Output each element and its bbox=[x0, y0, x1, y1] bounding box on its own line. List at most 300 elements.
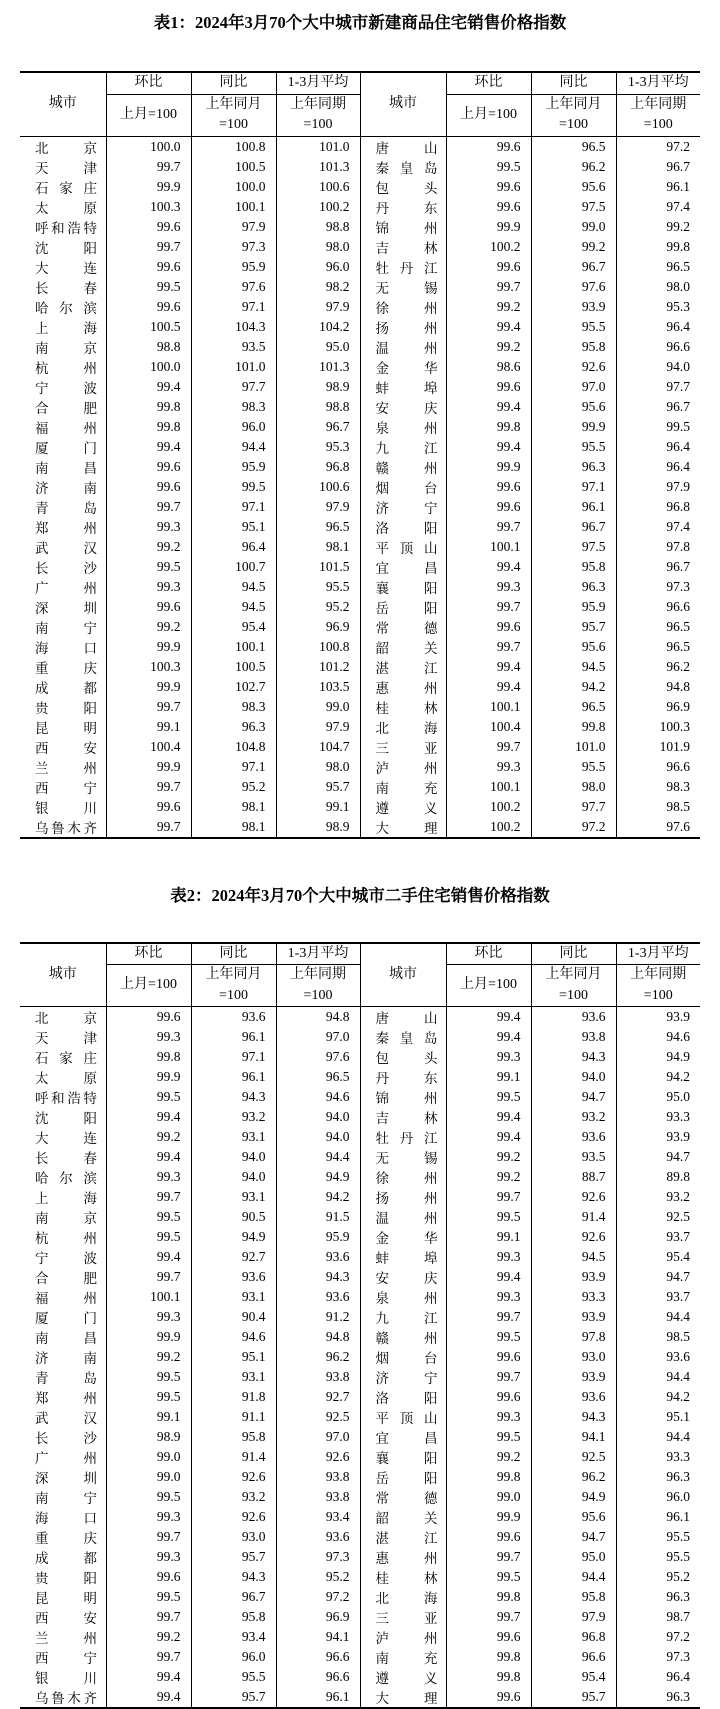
avg-value: 97.8 bbox=[616, 537, 700, 557]
table-row bbox=[20, 1247, 700, 1267]
city-name: 金 华 bbox=[376, 1227, 438, 1247]
mom-value: 100.1 bbox=[446, 537, 531, 557]
city-name: 桂 林 bbox=[376, 697, 438, 717]
yoy-value: 94.4 bbox=[531, 1567, 616, 1587]
table-row bbox=[20, 1527, 700, 1547]
avg-value: 96.9 bbox=[276, 617, 360, 637]
table-row bbox=[20, 597, 700, 617]
mom-value: 100.5 bbox=[106, 317, 191, 337]
column-header-mom: 环比 bbox=[106, 72, 191, 94]
mom-value: 99.5 bbox=[446, 1087, 531, 1107]
city-name: 扬 州 bbox=[376, 1187, 438, 1207]
avg-value: 98.8 bbox=[276, 217, 360, 237]
yoy-value: 95.0 bbox=[531, 1547, 616, 1567]
avg-value: 93.6 bbox=[616, 1347, 700, 1367]
avg-value: 96.3 bbox=[616, 1467, 700, 1487]
city-cell bbox=[360, 317, 446, 337]
city-cell bbox=[20, 257, 106, 277]
mom-value: 100.4 bbox=[446, 717, 531, 737]
mom-value: 99.3 bbox=[446, 757, 531, 777]
mom-value: 99.2 bbox=[106, 1627, 191, 1647]
mom-value: 100.1 bbox=[446, 777, 531, 797]
mom-value: 99.5 bbox=[446, 1567, 531, 1587]
avg-value: 97.9 bbox=[616, 477, 700, 497]
city-cell bbox=[360, 737, 446, 757]
mom-value: 99.7 bbox=[446, 1547, 531, 1567]
city-cell bbox=[360, 337, 446, 357]
avg-value: 95.9 bbox=[276, 1227, 360, 1247]
city-cell bbox=[360, 136, 446, 157]
mom-value: 99.6 bbox=[446, 1387, 531, 1407]
city-name: 宁 波 bbox=[35, 1247, 97, 1267]
mom-value: 99.6 bbox=[106, 797, 191, 817]
city-cell bbox=[360, 617, 446, 637]
city-name: 包 头 bbox=[376, 1047, 438, 1067]
city-name: 济 宁 bbox=[376, 1367, 438, 1387]
yoy-value: 93.1 bbox=[191, 1367, 276, 1387]
mom-value: 99.7 bbox=[446, 1187, 531, 1207]
avg-value: 96.6 bbox=[276, 1647, 360, 1667]
avg-value: 99.1 bbox=[276, 797, 360, 817]
mom-value: 99.4 bbox=[106, 1147, 191, 1167]
city-cell bbox=[20, 597, 106, 617]
city-cell bbox=[360, 597, 446, 617]
city-cell bbox=[20, 1407, 106, 1427]
city-name: 深 圳 bbox=[35, 1467, 97, 1487]
city-cell bbox=[360, 277, 446, 297]
mom-value: 99.8 bbox=[106, 417, 191, 437]
avg-value: 92.5 bbox=[276, 1407, 360, 1427]
table-row bbox=[20, 377, 700, 397]
mom-value: 99.6 bbox=[106, 217, 191, 237]
avg-value: 97.9 bbox=[276, 497, 360, 517]
city-name: 蚌 埠 bbox=[376, 1247, 438, 1267]
avg-value: 97.7 bbox=[616, 377, 700, 397]
table2-body bbox=[20, 1007, 700, 1709]
yoy-value: 90.4 bbox=[191, 1307, 276, 1327]
avg-value: 96.4 bbox=[616, 437, 700, 457]
city-name: 西 安 bbox=[35, 737, 97, 757]
avg-value: 94.3 bbox=[276, 1267, 360, 1287]
mom-value: 100.0 bbox=[106, 136, 191, 157]
mom-value: 100.2 bbox=[446, 817, 531, 838]
city-cell bbox=[20, 697, 106, 717]
city-name: 无 锡 bbox=[376, 1147, 438, 1167]
city-name: 秦 皇 岛 bbox=[376, 1027, 438, 1047]
mom-value: 99.2 bbox=[446, 1147, 531, 1167]
city-cell bbox=[20, 1507, 106, 1527]
city-cell bbox=[20, 1587, 106, 1607]
table-row bbox=[20, 1467, 700, 1487]
mom-value: 99.5 bbox=[106, 1387, 191, 1407]
city-cell bbox=[360, 757, 446, 777]
city-cell bbox=[360, 1507, 446, 1527]
avg-value: 96.8 bbox=[616, 497, 700, 517]
city-cell bbox=[360, 197, 446, 217]
avg-value: 96.1 bbox=[616, 1507, 700, 1527]
mom-value: 99.4 bbox=[106, 437, 191, 457]
yoy-value: 94.6 bbox=[191, 1327, 276, 1347]
city-name: 大 连 bbox=[35, 257, 97, 277]
mom-value: 99.3 bbox=[446, 1047, 531, 1067]
city-cell bbox=[20, 1287, 106, 1307]
city-name: 上 海 bbox=[35, 317, 97, 337]
yoy-value: 95.9 bbox=[531, 597, 616, 617]
city-name: 遵 义 bbox=[376, 1667, 438, 1687]
city-name: 大 理 bbox=[376, 817, 438, 837]
avg-value: 93.6 bbox=[276, 1287, 360, 1307]
city-cell bbox=[360, 1167, 446, 1187]
city-name: 唐 山 bbox=[376, 137, 438, 157]
avg-value: 97.2 bbox=[276, 1587, 360, 1607]
mom-value: 99.4 bbox=[446, 317, 531, 337]
yoy-value: 96.3 bbox=[191, 717, 276, 737]
column-header-avg: 1-3月平均 bbox=[276, 72, 360, 94]
city-name: 厦 门 bbox=[35, 437, 97, 457]
avg-value: 97.6 bbox=[276, 1047, 360, 1067]
city-cell bbox=[360, 1687, 446, 1708]
city-cell bbox=[20, 1527, 106, 1547]
avg-value: 96.5 bbox=[616, 637, 700, 657]
table-row bbox=[20, 1427, 700, 1447]
yoy-value: 100.7 bbox=[191, 557, 276, 577]
table-row bbox=[20, 737, 700, 757]
table-row bbox=[20, 1047, 700, 1067]
mom-value: 99.6 bbox=[106, 477, 191, 497]
avg-value: 98.8 bbox=[276, 397, 360, 417]
avg-value: 96.3 bbox=[616, 1587, 700, 1607]
avg-value: 94.0 bbox=[616, 357, 700, 377]
column-header-city: 城市 bbox=[360, 72, 446, 136]
city-name: 海 口 bbox=[35, 637, 97, 657]
yoy-value: 96.6 bbox=[531, 1647, 616, 1667]
table2-header bbox=[20, 943, 700, 1007]
avg-value: 94.7 bbox=[616, 1147, 700, 1167]
city-cell bbox=[20, 1227, 106, 1247]
city-name: 石 家 庄 bbox=[35, 177, 97, 197]
yoy-value: 95.6 bbox=[531, 397, 616, 417]
mom-value: 99.7 bbox=[106, 817, 191, 838]
city-cell bbox=[360, 297, 446, 317]
city-cell bbox=[360, 357, 446, 377]
yoy-value: 98.1 bbox=[191, 797, 276, 817]
mom-value: 99.7 bbox=[446, 1367, 531, 1387]
mom-value: 99.7 bbox=[106, 157, 191, 177]
city-name: 合 肥 bbox=[35, 1267, 97, 1287]
yoy-value: 95.8 bbox=[531, 557, 616, 577]
yoy-value: 95.7 bbox=[191, 1547, 276, 1567]
column-subheader-yoy-base: 上年同月=100 bbox=[191, 965, 276, 1007]
yoy-value: 94.5 bbox=[191, 577, 276, 597]
city-cell bbox=[360, 1327, 446, 1347]
city-name: 湛 江 bbox=[376, 1527, 438, 1547]
city-cell bbox=[360, 1267, 446, 1287]
city-cell bbox=[20, 717, 106, 737]
yoy-value: 99.2 bbox=[531, 237, 616, 257]
city-name: 常 德 bbox=[376, 617, 438, 637]
avg-value: 94.4 bbox=[616, 1307, 700, 1327]
city-cell bbox=[20, 1647, 106, 1667]
yoy-value: 94.7 bbox=[531, 1087, 616, 1107]
city-cell bbox=[20, 177, 106, 197]
city-cell bbox=[360, 1367, 446, 1387]
yoy-value: 88.7 bbox=[531, 1167, 616, 1187]
city-name: 秦 皇 岛 bbox=[376, 157, 438, 177]
column-header-city: 城市 bbox=[360, 943, 446, 1007]
city-name: 徐 州 bbox=[376, 1167, 438, 1187]
table-row bbox=[20, 457, 700, 477]
yoy-value: 95.8 bbox=[531, 1587, 616, 1607]
mom-value: 99.7 bbox=[106, 1607, 191, 1627]
avg-value: 97.4 bbox=[616, 197, 700, 217]
avg-value: 96.4 bbox=[616, 317, 700, 337]
yoy-value: 93.6 bbox=[531, 1387, 616, 1407]
yoy-value: 95.2 bbox=[191, 777, 276, 797]
table-row bbox=[20, 1287, 700, 1307]
yoy-value: 93.5 bbox=[531, 1147, 616, 1167]
secondhand-home-price-index-table bbox=[20, 942, 700, 1709]
avg-value: 96.7 bbox=[616, 157, 700, 177]
avg-value: 101.2 bbox=[276, 657, 360, 677]
table-row bbox=[20, 1147, 700, 1167]
mom-value: 98.6 bbox=[446, 357, 531, 377]
yoy-value: 96.4 bbox=[191, 537, 276, 557]
yoy-value: 93.2 bbox=[191, 1107, 276, 1127]
city-name: 烟 台 bbox=[376, 1347, 438, 1367]
table-row bbox=[20, 1067, 700, 1087]
yoy-value: 95.5 bbox=[191, 1667, 276, 1687]
column-subheader-yoy-base: 上年同月=100 bbox=[191, 94, 276, 136]
mom-value: 99.6 bbox=[446, 477, 531, 497]
city-cell bbox=[360, 477, 446, 497]
avg-value: 104.7 bbox=[276, 737, 360, 757]
city-name: 北 海 bbox=[376, 1587, 438, 1607]
avg-value: 95.5 bbox=[616, 1527, 700, 1547]
city-cell bbox=[360, 697, 446, 717]
yoy-value: 93.6 bbox=[531, 1127, 616, 1147]
avg-value: 94.8 bbox=[616, 677, 700, 697]
city-name: 金 华 bbox=[376, 357, 438, 377]
city-cell bbox=[20, 437, 106, 457]
mom-value: 99.4 bbox=[446, 1007, 531, 1028]
mom-value: 99.9 bbox=[106, 1067, 191, 1087]
city-cell bbox=[20, 1247, 106, 1267]
table-row bbox=[20, 1327, 700, 1347]
city-cell bbox=[360, 377, 446, 397]
mom-value: 99.8 bbox=[106, 1047, 191, 1067]
avg-value: 95.1 bbox=[616, 1407, 700, 1427]
yoy-value: 92.5 bbox=[531, 1447, 616, 1467]
yoy-value: 96.5 bbox=[531, 136, 616, 157]
column-subheader-mom-base: 上月=100 bbox=[446, 965, 531, 1007]
yoy-value: 94.5 bbox=[531, 657, 616, 677]
avg-value: 89.8 bbox=[616, 1167, 700, 1187]
table-row bbox=[20, 337, 700, 357]
avg-value: 93.4 bbox=[276, 1507, 360, 1527]
avg-value: 96.4 bbox=[616, 457, 700, 477]
city-name: 惠 州 bbox=[376, 1547, 438, 1567]
city-name: 兰 州 bbox=[35, 757, 97, 777]
avg-value: 98.7 bbox=[616, 1607, 700, 1627]
yoy-value: 100.1 bbox=[191, 637, 276, 657]
city-name: 洛 阳 bbox=[376, 517, 438, 537]
city-cell bbox=[20, 1307, 106, 1327]
avg-value: 98.3 bbox=[616, 777, 700, 797]
yoy-value: 96.7 bbox=[191, 1587, 276, 1607]
table-row bbox=[20, 1387, 700, 1407]
city-name: 长 春 bbox=[35, 1147, 97, 1167]
yoy-value: 94.9 bbox=[531, 1487, 616, 1507]
mom-value: 99.3 bbox=[106, 517, 191, 537]
city-name: 昆 明 bbox=[35, 1587, 97, 1607]
city-name: 岳 阳 bbox=[376, 597, 438, 617]
yoy-value: 96.5 bbox=[531, 697, 616, 717]
yoy-value: 95.8 bbox=[531, 337, 616, 357]
avg-value: 98.0 bbox=[616, 277, 700, 297]
avg-value: 96.5 bbox=[616, 617, 700, 637]
avg-value: 98.0 bbox=[276, 757, 360, 777]
mom-value: 99.6 bbox=[446, 617, 531, 637]
city-cell bbox=[20, 1047, 106, 1067]
avg-value: 95.7 bbox=[276, 777, 360, 797]
mom-value: 99.2 bbox=[106, 1347, 191, 1367]
yoy-value: 93.6 bbox=[531, 1007, 616, 1028]
table-row bbox=[20, 1207, 700, 1227]
yoy-value: 96.0 bbox=[191, 417, 276, 437]
city-cell bbox=[20, 1627, 106, 1647]
city-name: 大 理 bbox=[376, 1687, 438, 1707]
city-name: 合 肥 bbox=[35, 397, 97, 417]
city-name: 成 都 bbox=[35, 677, 97, 697]
mom-value: 99.7 bbox=[106, 777, 191, 797]
yoy-value: 97.8 bbox=[531, 1327, 616, 1347]
yoy-value: 95.6 bbox=[531, 1507, 616, 1527]
column-subheader-yoy-base: 上年同月=100 bbox=[531, 94, 616, 136]
yoy-value: 100.5 bbox=[191, 657, 276, 677]
city-cell bbox=[360, 257, 446, 277]
yoy-value: 93.2 bbox=[191, 1487, 276, 1507]
city-name: 天 津 bbox=[35, 1027, 97, 1047]
mom-value: 99.4 bbox=[106, 1247, 191, 1267]
city-name: 九 江 bbox=[376, 437, 438, 457]
yoy-value: 95.9 bbox=[191, 457, 276, 477]
table-row bbox=[20, 397, 700, 417]
yoy-value: 97.2 bbox=[531, 817, 616, 838]
table-row bbox=[20, 1167, 700, 1187]
city-cell bbox=[20, 1367, 106, 1387]
yoy-value: 100.0 bbox=[191, 177, 276, 197]
avg-value: 100.2 bbox=[276, 197, 360, 217]
yoy-value: 91.1 bbox=[191, 1407, 276, 1427]
city-cell bbox=[360, 237, 446, 257]
column-subheader-avg-base: 上年同期=100 bbox=[616, 94, 700, 136]
table-row bbox=[20, 757, 700, 777]
avg-value: 100.6 bbox=[276, 477, 360, 497]
city-name: 吉 林 bbox=[376, 237, 438, 257]
yoy-value: 97.1 bbox=[191, 757, 276, 777]
city-cell bbox=[360, 217, 446, 237]
city-cell bbox=[360, 1607, 446, 1627]
mom-value: 99.1 bbox=[446, 1067, 531, 1087]
mom-value: 99.6 bbox=[446, 177, 531, 197]
avg-value: 103.5 bbox=[276, 677, 360, 697]
table-row bbox=[20, 1127, 700, 1147]
yoy-value: 92.6 bbox=[531, 1227, 616, 1247]
avg-value: 94.9 bbox=[276, 1167, 360, 1187]
city-cell bbox=[20, 1467, 106, 1487]
mom-value: 99.9 bbox=[106, 1327, 191, 1347]
city-name: 桂 林 bbox=[376, 1567, 438, 1587]
city-cell bbox=[20, 1567, 106, 1587]
avg-value: 93.6 bbox=[276, 1247, 360, 1267]
city-cell bbox=[360, 1247, 446, 1267]
mom-value: 99.5 bbox=[446, 157, 531, 177]
table-row bbox=[20, 1187, 700, 1207]
city-name: 安 庆 bbox=[376, 1267, 438, 1287]
table-row bbox=[20, 437, 700, 457]
table-row bbox=[20, 277, 700, 297]
avg-value: 97.0 bbox=[276, 1427, 360, 1447]
city-name: 重 庆 bbox=[35, 1527, 97, 1547]
city-cell bbox=[20, 1007, 106, 1028]
city-name: 三 亚 bbox=[376, 1607, 438, 1627]
yoy-value: 97.6 bbox=[191, 277, 276, 297]
city-cell bbox=[360, 657, 446, 677]
yoy-value: 96.7 bbox=[531, 517, 616, 537]
column-header-yoy: 同比 bbox=[191, 72, 276, 94]
yoy-value: 95.4 bbox=[191, 617, 276, 637]
city-name: 南 昌 bbox=[35, 457, 97, 477]
city-name: 遵 义 bbox=[376, 797, 438, 817]
avg-value: 101.3 bbox=[276, 357, 360, 377]
city-cell bbox=[20, 1207, 106, 1227]
yoy-value: 97.5 bbox=[531, 537, 616, 557]
mom-value: 99.4 bbox=[446, 397, 531, 417]
avg-value: 100.3 bbox=[616, 717, 700, 737]
city-cell bbox=[20, 577, 106, 597]
yoy-value: 95.6 bbox=[531, 177, 616, 197]
city-cell bbox=[360, 577, 446, 597]
yoy-value: 92.7 bbox=[191, 1247, 276, 1267]
city-name: 泉 州 bbox=[376, 417, 438, 437]
yoy-value: 92.6 bbox=[191, 1507, 276, 1527]
yoy-value: 91.8 bbox=[191, 1387, 276, 1407]
city-name: 杭 州 bbox=[35, 1227, 97, 1247]
city-cell bbox=[360, 637, 446, 657]
column-subheader-mom-base: 上月=100 bbox=[446, 94, 531, 136]
table-row bbox=[20, 617, 700, 637]
table-row bbox=[20, 297, 700, 317]
avg-value: 95.0 bbox=[616, 1087, 700, 1107]
avg-value: 93.2 bbox=[616, 1187, 700, 1207]
table-row bbox=[20, 497, 700, 517]
city-name: 昆 明 bbox=[35, 717, 97, 737]
avg-value: 94.9 bbox=[616, 1047, 700, 1067]
avg-value: 94.6 bbox=[616, 1027, 700, 1047]
mom-value: 99.9 bbox=[446, 217, 531, 237]
city-cell bbox=[360, 1387, 446, 1407]
city-cell bbox=[360, 157, 446, 177]
city-cell bbox=[360, 797, 446, 817]
yoy-value: 94.3 bbox=[531, 1407, 616, 1427]
table-row bbox=[20, 1627, 700, 1647]
table-row bbox=[20, 657, 700, 677]
city-name: 温 州 bbox=[376, 1207, 438, 1227]
city-cell bbox=[360, 1347, 446, 1367]
avg-value: 95.0 bbox=[276, 337, 360, 357]
avg-value: 94.2 bbox=[276, 1187, 360, 1207]
avg-value: 96.5 bbox=[276, 517, 360, 537]
